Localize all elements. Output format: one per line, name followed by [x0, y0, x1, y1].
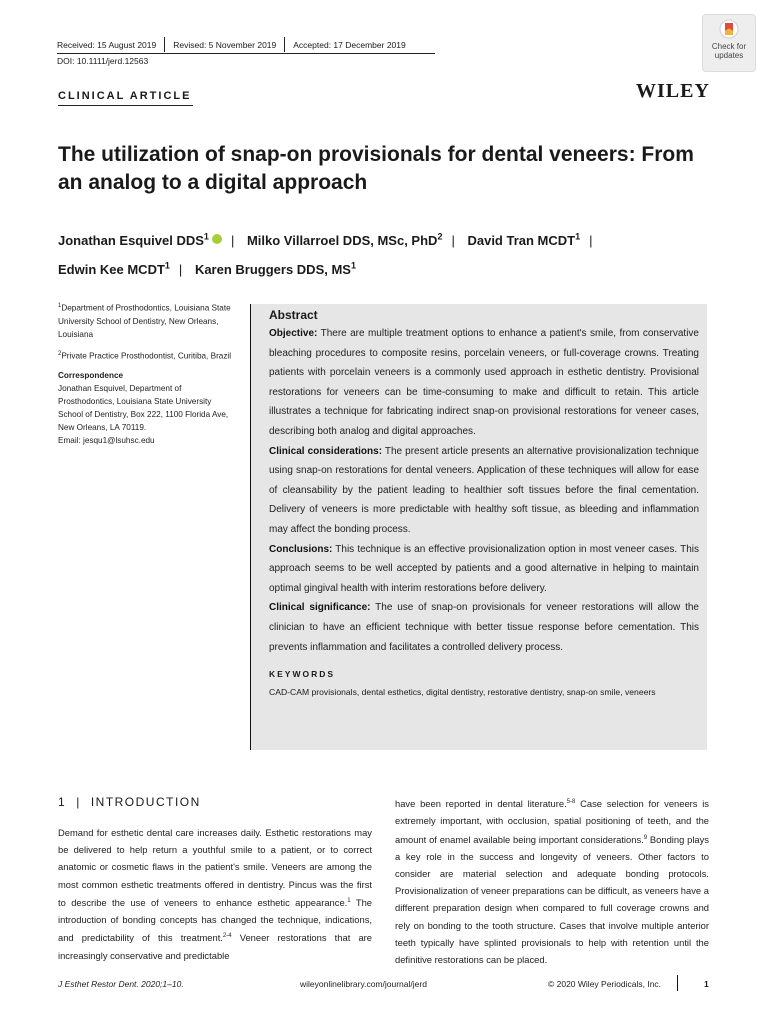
abstract-heading: Abstract [269, 308, 318, 322]
reference-link[interactable]: 9 [643, 834, 648, 841]
author-list: Jonathan Esquivel DDS$^1$ | Milko Villarroel DDS, MSc, PhD$^2$ | David Tran MCDT$^1$ | Edwin Kee MCDT$^1$ | Karen Bruggers DDS, $MS^1$ [58, 232, 593, 277]
abstract-body: Objective: There are multiple treatment options to enhance a patient's smile, from conservative bleaching procedures to composite resins, porcelain veneers, or full-coverage crowns. Treating patients with porcelain veneers is a commonly used approach in esthetic dentistry. Provisional restorations for veneers can be time-consuming to make and difficult to retain. This article illustrates a technique for fabricating indirect snap-on provisional restorations for veneer cases, describing both analog and digital approaches. Clinical considerations: The present article presents an alternative provisionalization technique using snap-on restorations for dental veneers. Application of these techniques will allow for ease of cleansability by the patient leading to healthier soft tissues before the final cementation. Delivery of veneers is more predictable with healthy soft tissue, as bleeding and inflammation may affect the bonding process. Conclusions: This technique is an effective provisionalization option in most veneer cases. This approach seems to be well accepted by patients and a good alternative in helping to maintain optimal gingival health with interim restorations before delivery. Clinical significance: The use of snap-on provisionals for veneer restorations will allow the clinician to have an efficient technique with better tissue response before cementation. This prevents inflammation and facilitates a controlled delivery process. [269, 328, 699, 653]
revised-date: Revised: 5 November 2019 [173, 39, 277, 50]
body-column-left: Demand for esthetic dental care increases daily. Esthetic restorations may be delivered to help return a youthful smile to a patient, or to correct anatomic or cosmetic flaws in the patient's smile. Veneers are among the most common esthetic treatments offered in dentistry. Pincus was the first to describe the use of veneers to enhance esthetic appearance.$^1$ The introduction of bonding concepts has changed the technique, indications, and predictability of this treatment.$^{2-4}$ Veneer restorations that are increasingly conservative and predictable [58, 827, 372, 961]
orcid-icon[interactable] [212, 234, 222, 244]
section-heading: 1 | INTRODUCTION [58, 795, 201, 809]
page-number: 1 [704, 979, 709, 989]
author-item[interactable]: David Tran MCDT$^1$ [467, 232, 581, 249]
footer-copyright: © 2020 Wiley Periodicals, Inc. [548, 979, 662, 989]
article-dates [57, 37, 414, 52]
article-title: The utilization of snap-on provisionals for dental veneers: From an analog to a digital approach [58, 143, 694, 194]
affiliation-2: $^2$Private Practice Prosthodontist, Curitiba, Brazil [58, 350, 232, 361]
keywords-heading: KEYWORDS [269, 669, 336, 680]
footer-url[interactable]: wileyonlinelibrary.com/journal/jerd [300, 979, 427, 989]
received-date: Received: 15 August 2019 [57, 39, 157, 50]
affiliations [58, 300, 238, 454]
badge-label: Check for updates [711, 42, 747, 60]
correspondence-heading: Correspondence [58, 371, 124, 381]
author-item[interactable]: Milko Villarroel DDS, MSc, PhD$^2$ [246, 232, 443, 249]
author-item[interactable]: Karen Bruggers DDS, $MS^1$ [194, 260, 356, 277]
author-item[interactable]: Edwin Kee MCDT$^1$ [58, 260, 170, 277]
divider [57, 53, 435, 54]
divider [58, 105, 193, 106]
keywords-list: CAD-CAM provisionals, dental esthetics, digital dentistry, restorative dentistry, snap-on smile, veneers [269, 687, 656, 698]
reference-link[interactable]: 2-4 [222, 933, 232, 940]
reference-link[interactable]: 5-8 [566, 799, 576, 805]
bookmark-icon [719, 19, 739, 39]
correspondence-email[interactable]: Email: jesqu1@lsuhsc.edu [58, 436, 155, 446]
section-tag: CLINICAL ARTICLE [58, 90, 192, 102]
abstract-box [251, 304, 707, 750]
affiliation-1: $^1$Department of Prosthodontics, Louisiana State University School of Dentistry, New Orleans, Louisiana [58, 303, 231, 339]
doi-link[interactable]: DOI: 10.1111/jerd.12563 [57, 56, 149, 66]
correspondence-text: Jonathan Esquivel, Department of Prosthodontics, Louisiana State University School of Dentistry, Box 222, 1100 Florida Ave, New Orleans, LA 70119. [58, 384, 229, 433]
divider [677, 975, 678, 991]
author-item[interactable]: Jonathan Esquivel DDS$^1$ [58, 233, 222, 248]
accepted-date: Accepted: 17 December 2019 [293, 39, 406, 50]
footer-journal: J Esthet Restor Dent. 2020;1–10. [58, 979, 184, 989]
reference-link[interactable]: 1 [347, 897, 351, 904]
body-column-right: have been reported in dental literature.$^{5-8}$ Case selection for veneers is extremely important, with occlusion, spatial positioning of teeth, and the amount of enamel available being important considerations.$^9$ Bonding plays a key role in the success and longevity of veneers. Other factors to consider are material selection and adequate bonding protocols. Provisionalization of veneer preparations can be difficult, as veneers have a different preparation design when compared to full coverage crowns and rely on bonding to the tooth structure. Cases that involve multiple anterior teeth typically have splinted provisionals to help with retention until the definitive restorations can be placed. [395, 798, 709, 966]
publisher-logo: WILEY [636, 80, 710, 102]
check-for-updates-badge[interactable] [702, 14, 756, 72]
